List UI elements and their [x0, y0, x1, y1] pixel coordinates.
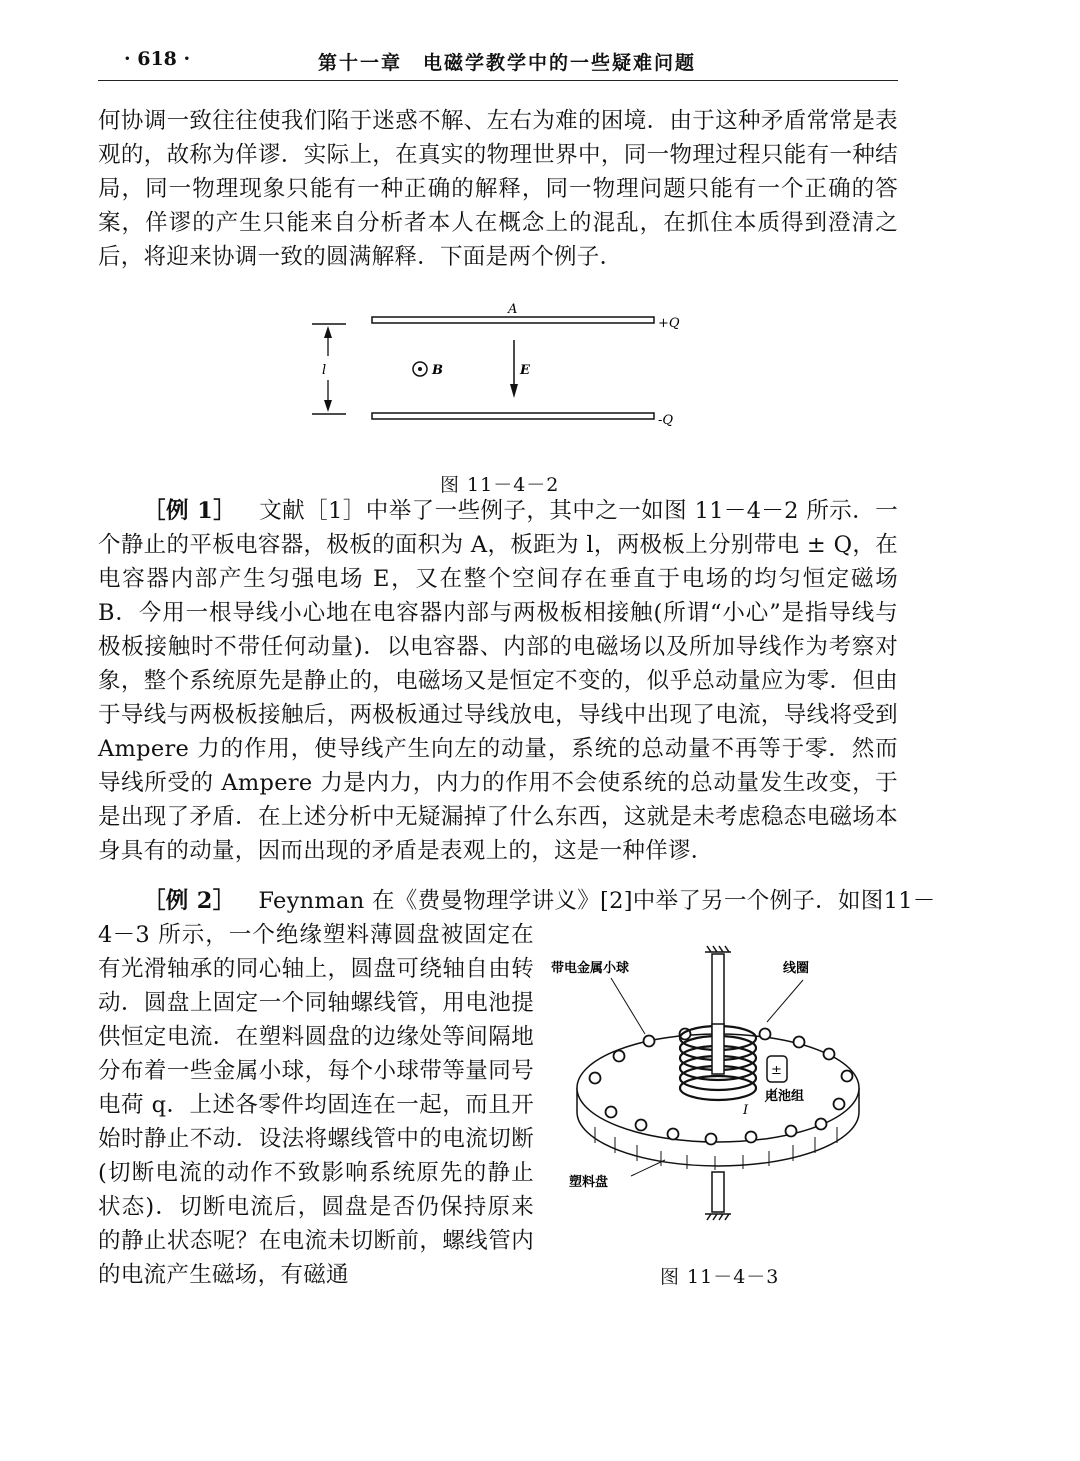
- label-l: l: [322, 363, 327, 378]
- axle-bottom: [712, 1172, 724, 1212]
- paragraph-intro: [98, 104, 898, 274]
- page-header: [98, 40, 898, 81]
- page-number: · 618 ·: [124, 48, 191, 70]
- label-plastic-disk: 塑料盘: [569, 1175, 609, 1190]
- top-plate: [372, 317, 654, 323]
- example-2-first-line: [98, 884, 936, 918]
- example-1: [98, 494, 898, 868]
- label-B: B: [432, 363, 443, 378]
- label-E: E: [520, 363, 530, 378]
- bottom-plate: [372, 413, 654, 419]
- figure-2-caption: 图 11－4－3: [660, 1266, 780, 1288]
- example-2-text: 4－3 所示，一个绝缘塑料薄圆盘被固定在有光滑轴承的同心轴上，圆盘可绕轴自由转动．圆盘上固定一个同轴螺线管，用电池提供恒定电流．在塑料圆盘的边缘处等间隔地分布着一些金属小球，每个小球带等量同号电荷 q．上述各零件均固连在一起，而且开始时静止不动．设法将螺线管中的电流切断(切断电流的动作不致影响系统原先的静止状态)．切断电流后，圆盘是否仍保持原来的静止状态呢？在电流未切断前，螺线管内的电流产生磁场，有磁通: [98, 922, 534, 1288]
- example-2-first-paragraph: [98, 884, 936, 918]
- example-1-text: 文献［1］中举了一些例子，其中之一如图 11－4－2 所示．一个静止的平板电容器，极板的面积为 A，板距为 l，两极板上分别带电 ± Q，在电容器内部产生匀强电场 E，又在整个空间存在垂直于电场的均匀恒定磁场 B．今用一根导线小心地在电容器内部与两极板相接触(所谓“小心”是指导线与极板接触时不带任何动量)．以电容器、内部的电磁场以及所加导线作为考察对象，整个系统原先是静止的，电磁场又是恒定不变的，似乎总动量应为零．但由于导线与两极板接触后，两极板通过导线放电，导线中出现了电流，导线将受到 Ampere 力的作用，使导线产生向左的动量，系统的总动量不再等于零．然而导线所受的 Ampere 力是内力，内力的作用不会使系统的总动量发生改变，于是出现了矛盾．在上述分析中无疑漏掉了什么东西，这就是未考虑稳态电磁场本身具有的动量，因而出现的矛盾是表观上的，这是一种佯谬．: [98, 498, 898, 864]
- label-battery: 电池组: [765, 1089, 805, 1104]
- svg-text:±: ±: [771, 1063, 782, 1078]
- label-minus-Q: -Q: [658, 413, 674, 428]
- chapter-title: 第十一章 电磁学教学中的一些疑难问题: [318, 52, 697, 74]
- figure-1-caption: 图 11－4－2: [440, 474, 560, 496]
- label-coil: 线圈: [783, 961, 810, 976]
- figure-capacitor: [300, 296, 720, 436]
- e-field-arrow-icon: [510, 384, 518, 398]
- example-2-label: ［例 2］: [143, 888, 236, 914]
- label-I: I: [743, 1103, 749, 1118]
- example-2-body: [98, 918, 534, 1292]
- label-charged-balls: 带电金属小球: [551, 961, 630, 976]
- label-A: A: [508, 302, 518, 317]
- example-1-paragraph: [98, 494, 898, 868]
- label-plus-Q: +Q: [658, 316, 680, 331]
- paragraph-intro-text: 何协调一致往往使我们陷于迷惑不解、左右为难的困境．由于这种矛盾常常是表观的，故称为佯谬．实际上，在真实的物理世界中，同一物理过程只能有一种结局，同一物理现象只能有一种正确的解释，同一物理问题只能有一个正确的答案，佯谬的产生只能来自分析者本人在概念上的混乱，在抓住本质得到澄清之后，将迎来协调一致的圆满解释．下面是两个例子．: [98, 108, 898, 270]
- example-1-label: ［例 1］: [143, 498, 237, 524]
- figure-disk: [545, 938, 875, 1228]
- example-2-first-text: Feynman 在《费曼物理学讲义》[2]中举了另一个例子．如图11－: [258, 888, 936, 914]
